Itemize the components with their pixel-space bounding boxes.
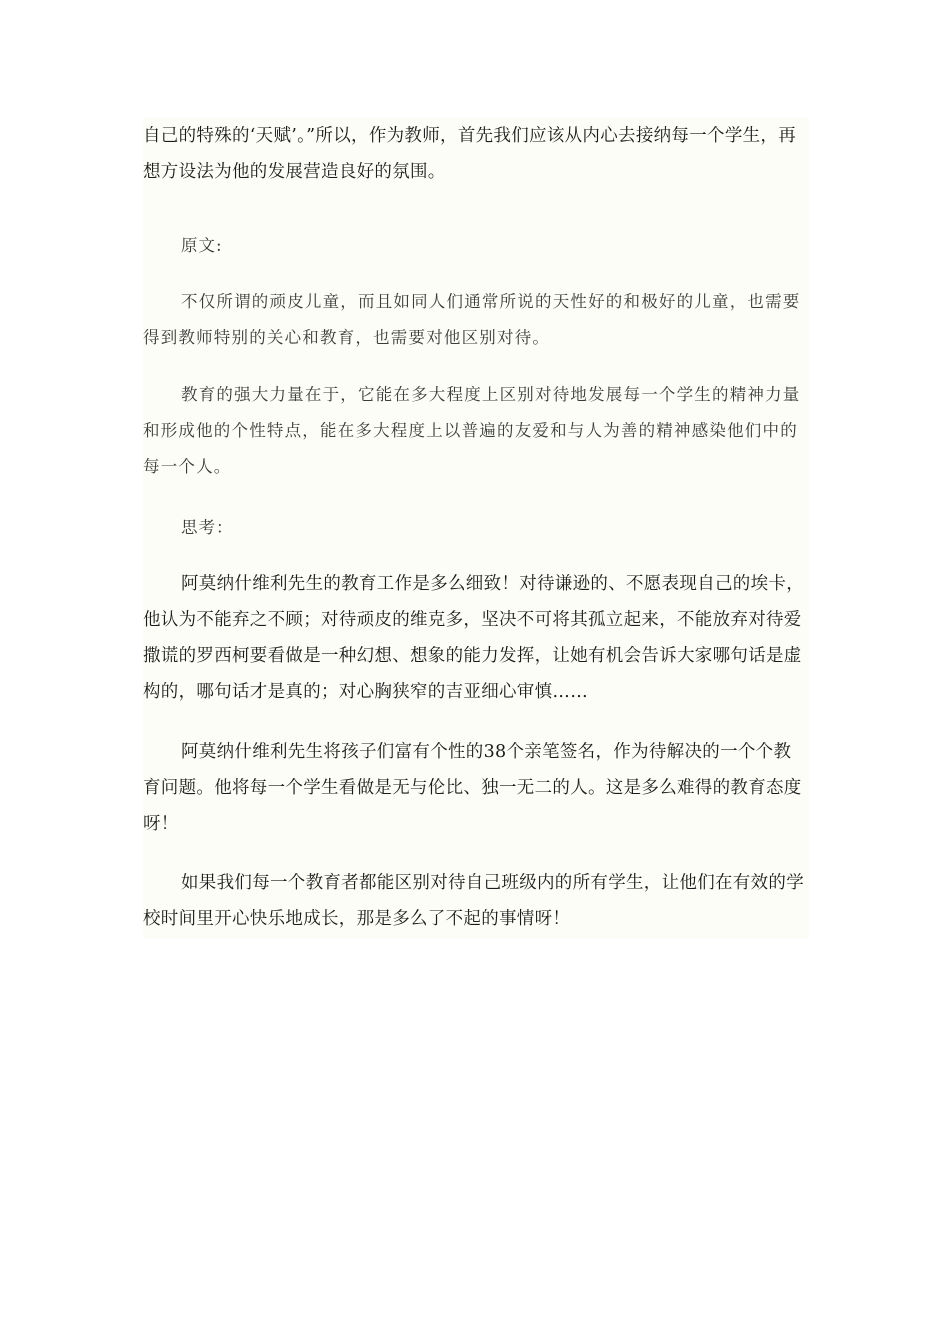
document-body: [143, 118, 809, 938]
thinking-paragraph-2: 阿莫纳什维利先生将孩子们富有个性的38个亲笔签名，作为待解决的一个个教育问题。他将每一个学生看做是无与伦比、独一无二的人。这是多么难得的教育态度呀！: [143, 742, 802, 834]
original-paragraph-1: 不仅所谓的顽皮儿童，而且如同人们通常所说的天性好的和极好的儿童，也需要得到教师特别的关心和教育，也需要对他区别对待。: [143, 292, 801, 347]
original-paragraph-2: 教育的强大力量在于，它能在多大程度上区别对待地发展每一个学生的精神力量和形成他的个性特点，能在多大程度上以普遍的友爱和与人为善的精神感染他们中的每一个人。: [143, 385, 801, 476]
thinking-paragraph-1: 阿莫纳什维利先生的教育工作是多么细致！对待谦逊的、不愿表现自己的埃卡，他认为不能弃之不顾；对待顽皮的维克多，坚决不可将其孤立起来，不能放弃对待爱撒谎的罗西柯要看做是一种幻想、想象的能力发挥，让她有机会告诉大家哪句话是虚构的，哪句话才是真的；对心胸狭窄的吉亚细心审慎……: [143, 574, 804, 702]
intro-paragraph: 自己的特殊的‘天赋’。”所以，作为教师，首先我们应该从内心去接纳每一个学生，再想方设法为他的发展营造良好的氛围。: [143, 126, 797, 182]
thinking-label: 思考：: [181, 518, 234, 537]
thinking-paragraph-3: 如果我们每一个教育者都能区别对待自己班级内的所有学生，让他们在有效的学校时间里开心快乐地成长，那是多么了不起的事情呀！: [143, 873, 804, 929]
original-label: 原文:: [181, 236, 223, 255]
